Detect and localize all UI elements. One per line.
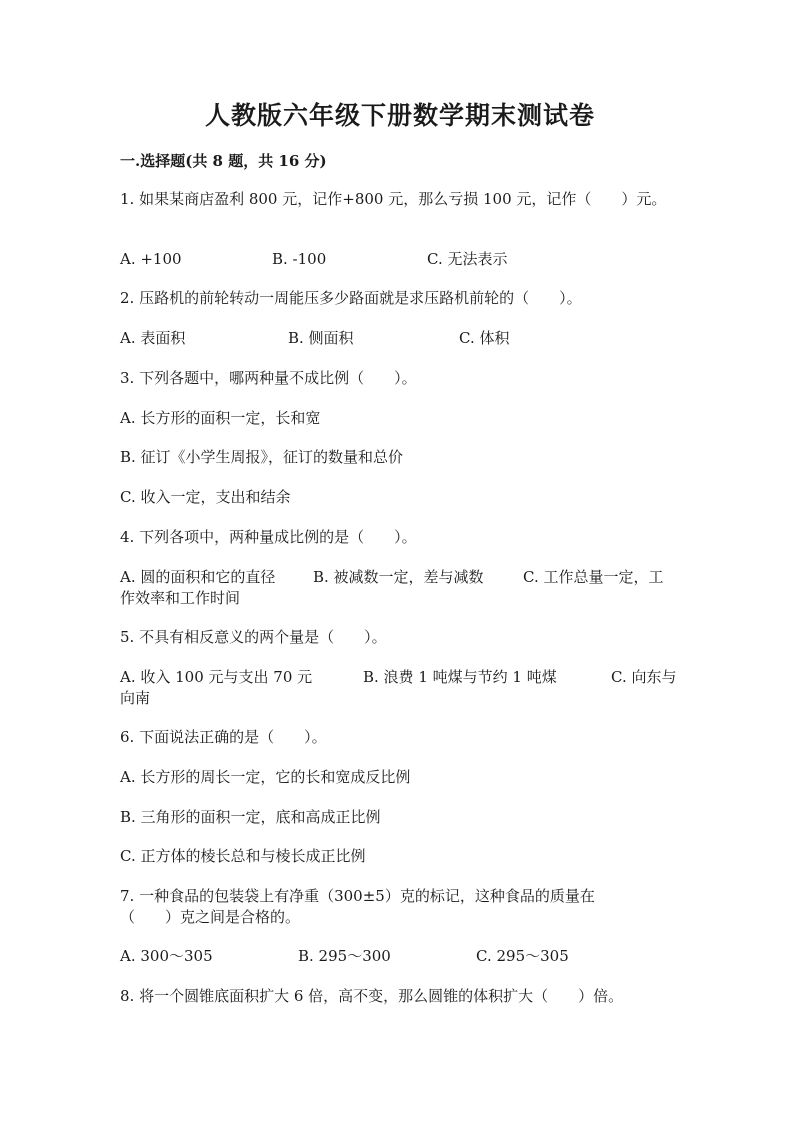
question-6-stem: 6. 下面说法正确的是（ ）。	[120, 728, 327, 746]
question-4-option-a: A. 圆的面积和它的直径	[120, 568, 276, 586]
question-6-option-a: A. 长方形的周长一定，它的长和宽成反比例	[120, 768, 411, 786]
question-5-option-b: B. 浪费 1 吨煤与节约 1 吨煤	[363, 668, 557, 686]
question-3-option-c: C. 收入一定，支出和结余	[120, 488, 291, 506]
question-4-option-c-continued: 作效率和工作时间	[120, 589, 241, 607]
question-3-option-a: A. 长方形的面积一定，长和宽	[120, 409, 321, 427]
page-title: 人教版六年级下册数学期末测试卷	[204, 101, 595, 130]
question-8-stem: 8. 将一个圆锥底面积扩大 6 倍，高不变，那么圆锥的体积扩大（ ）倍。	[120, 987, 624, 1005]
question-6-option-b: B. 三角形的面积一定，底和高成正比例	[120, 808, 381, 826]
question-3-stem: 3. 下列各题中，哪两种量不成比例（ ）。	[120, 369, 417, 387]
question-2-option-c: C. 体积	[459, 329, 510, 347]
section-heading: 一.选择题(共 8 题，共 16 分)	[120, 152, 327, 170]
question-7-stem-line-1: 7. 一种食品的包装袋上有净重（300±5）克的标记，这种食品的质量在	[120, 887, 595, 905]
question-7-option-b: B. 295～300	[298, 947, 391, 965]
question-5-option-c-continued: 向南	[120, 689, 151, 707]
question-6-option-c: C. 正方体的棱长总和与棱长成正比例	[120, 847, 366, 865]
question-4-option-b: B. 被减数一定，差与减数	[313, 568, 484, 586]
question-1-option-c: C. 无法表示	[427, 250, 508, 268]
question-2-option-b: B. 侧面积	[288, 329, 354, 347]
question-1-stem: 1. 如果某商店盈利 800 元，记作+800 元，那么亏损 100 元，记作（ ）元。	[120, 190, 667, 208]
question-2-option-a: A. 表面积	[120, 329, 186, 347]
question-5-option-a: A. 收入 100 元与支出 70 元	[120, 668, 313, 686]
question-3-option-b: B. 征订《小学生周报》，征订的数量和总价	[120, 448, 404, 466]
question-1-option-a: A. +100	[120, 250, 182, 268]
question-1-option-b: B. -100	[272, 250, 327, 268]
question-2-stem: 2. 压路机的前轮转动一周能压多少路面就是求压路机前轮的（ ）。	[120, 289, 582, 307]
question-4-option-c: C. 工作总量一定，工	[523, 568, 664, 586]
question-5-stem: 5. 不具有相反意义的两个量是（ ）。	[120, 628, 387, 646]
question-7-stem-line-2: （ ）克之间是合格的。	[120, 908, 301, 926]
question-4-stem: 4. 下列各项中，两种量成比例的是（ ）。	[120, 528, 417, 546]
question-5-option-c: C. 向东与	[611, 668, 677, 686]
question-7-option-a: A. 300～305	[120, 947, 213, 965]
question-7-option-c: C. 295～305	[476, 947, 569, 965]
